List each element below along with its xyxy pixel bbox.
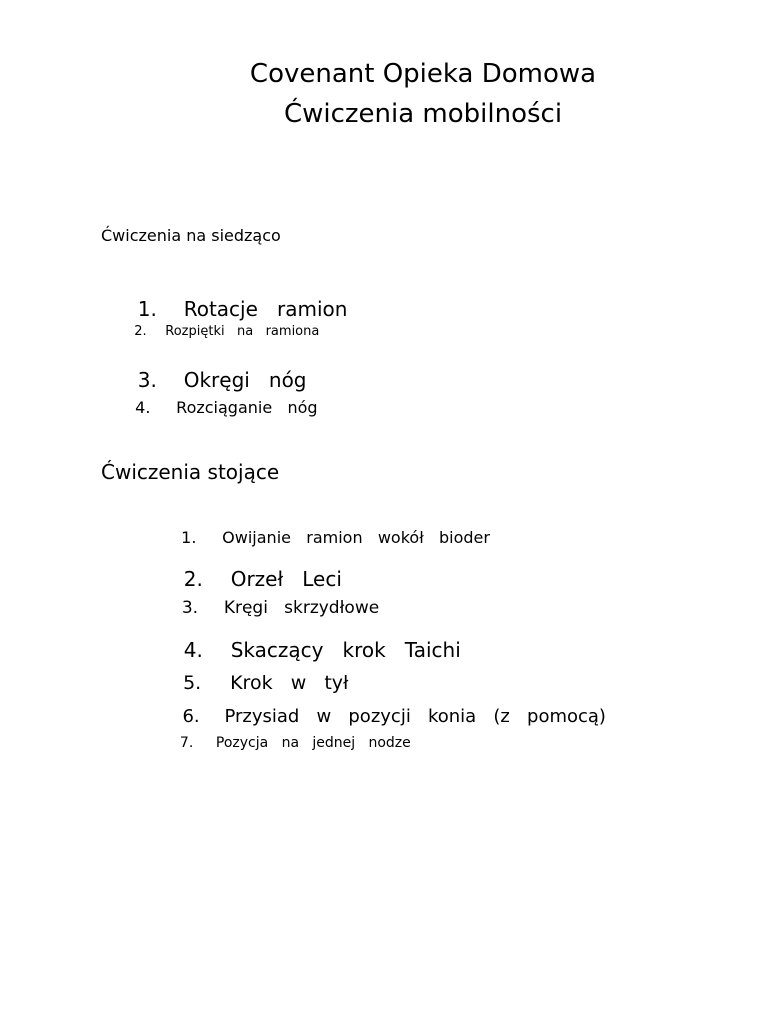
- list-number: 2.: [183, 567, 203, 591]
- exercise-text: Orzeł Leci: [230, 567, 342, 591]
- list-number: 4.: [135, 398, 151, 418]
- exercise-text: Skaczący krok Taichi: [230, 638, 461, 662]
- document-title: Ćwiczenia mobilności: [283, 99, 563, 129]
- exercise-text: Okręgi nóg: [183, 368, 307, 392]
- list-number: 7.: [179, 734, 194, 751]
- list-number: 2.: [134, 323, 147, 339]
- list-number: 1.: [137, 297, 157, 321]
- exercise-text: Krok w tył: [230, 671, 349, 694]
- exercise-text: Przysiad w pozycji konia (z pomocą): [224, 705, 606, 727]
- list-number: 5.: [183, 671, 202, 694]
- list-number: 3.: [181, 598, 199, 619]
- list-number: 6.: [182, 705, 200, 727]
- section-heading-standing: Ćwiczenia stojące: [101, 460, 280, 484]
- exercise-text: Owijanie ramion wokół bioder: [222, 528, 490, 548]
- standing-exercise-item: [171, 578, 379, 619]
- list-number: 3.: [137, 368, 157, 392]
- exercise-text: Pozycja na jednej nodze: [215, 734, 411, 751]
- standing-exercise-item: [171, 718, 411, 752]
- exercise-text: Kręgi skrzydłowe: [223, 598, 380, 619]
- organization-title: Covenant Opieka Domowa: [249, 59, 597, 89]
- exercise-text: Rotacje ramion: [183, 297, 348, 321]
- seated-exercise-item: [125, 379, 318, 417]
- list-number: 1.: [181, 528, 197, 548]
- list-number: 4.: [183, 638, 203, 662]
- exercise-text: Rozciąganie nóg: [176, 398, 318, 418]
- seated-exercise-item: [126, 308, 319, 339]
- exercise-text: Rozpiętki na ramiona: [165, 323, 320, 339]
- standing-exercise-item: [171, 509, 490, 547]
- section-heading-seated: Ćwiczenia na siedząco: [101, 226, 281, 245]
